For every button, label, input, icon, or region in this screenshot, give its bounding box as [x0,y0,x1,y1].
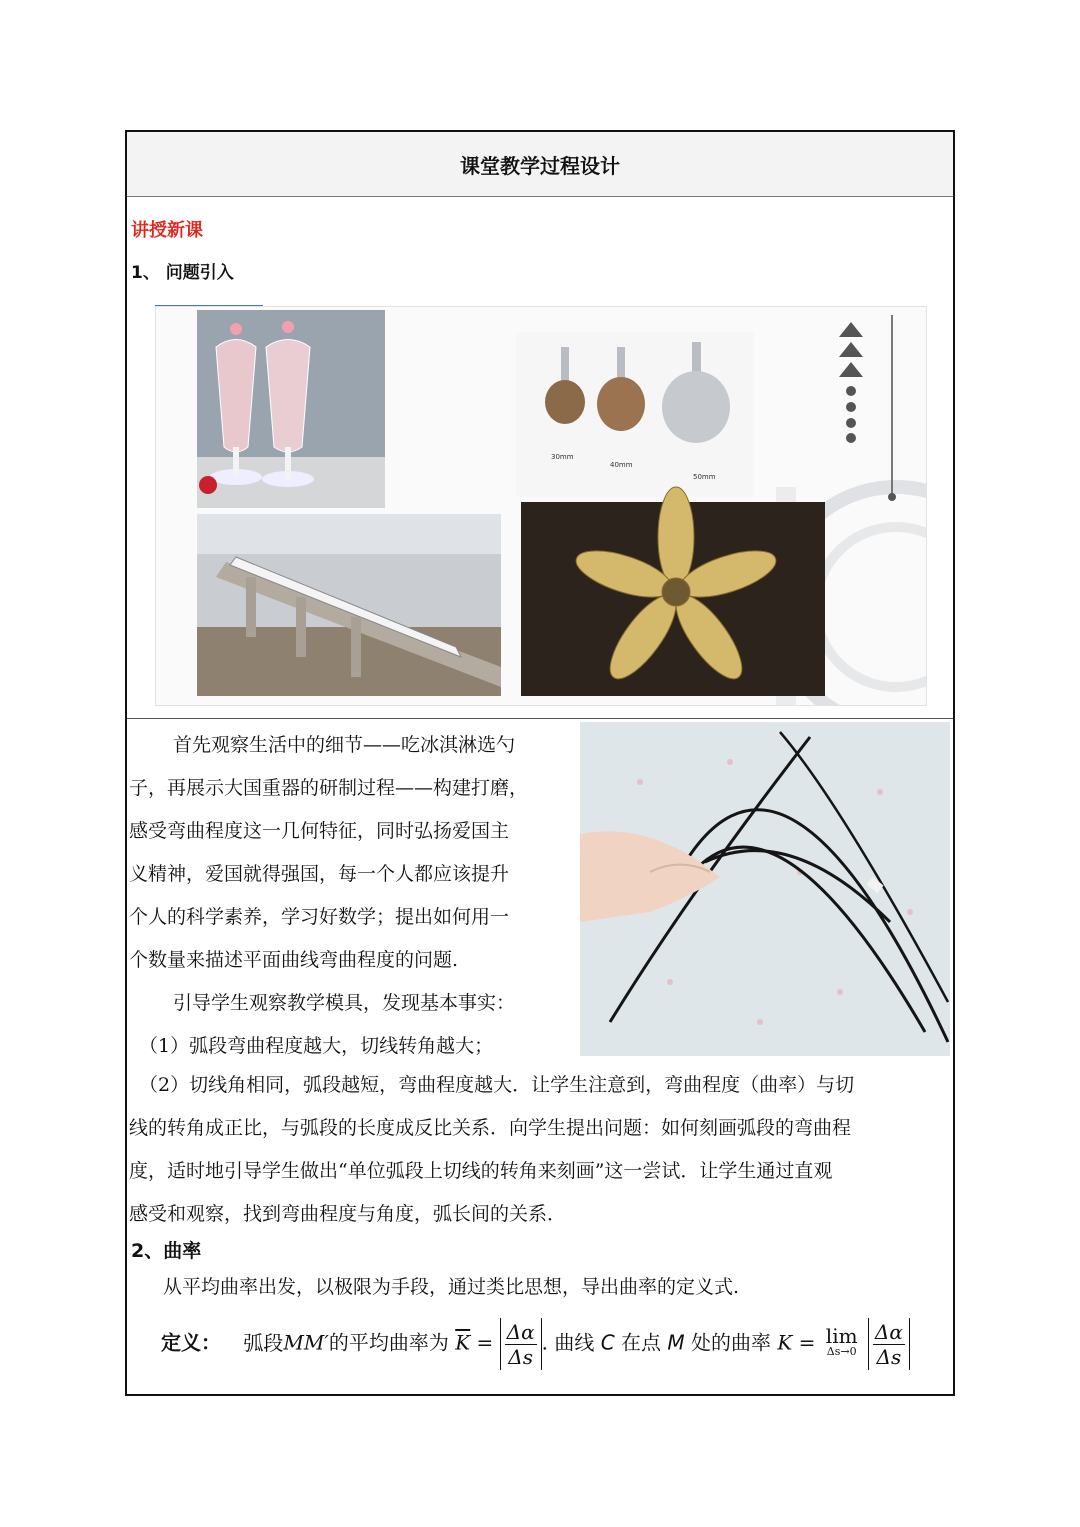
paragraph-line: 感受弯曲程度这一几何特征，同时弘扬爱国主 [129,820,510,842]
paragraph-line: 子，再展示大国重器的研制过程——构建打磨， [129,777,529,799]
average-curvature-symbol: $\overline{K}$ [455,1330,471,1355]
milkshake-photo [197,310,385,508]
equals-sign-2: = [798,1330,816,1355]
fraction-numerator: Δα [506,1319,535,1344]
table-title: 课堂教学过程设计 [460,153,620,178]
average-curvature-fraction [500,1318,542,1370]
equals-sign: = [476,1330,494,1355]
section-label: 讲授新课 [131,220,203,241]
wire-model-photo [580,722,950,1056]
row-divider [127,718,953,719]
curvature-definition [161,1318,921,1378]
fraction-numerator: Δα [874,1319,903,1344]
lesson-table [125,130,955,1396]
part1-heading: 1、 问题引入 [131,263,234,283]
fact-line: （1）弧段弯曲程度越大，切线转角越大； [139,1035,494,1057]
paragraph-line: 引导学生观察教学模具，发现基本事实： [173,992,516,1014]
curvature-symbol: K [777,1330,793,1355]
label-30mm: 30mm [551,453,574,461]
collage-svg [156,307,927,706]
definition-text-c: . 曲线 [541,1330,595,1355]
limit-operator [825,1324,858,1360]
table-header [127,132,953,197]
grinding-heads-photo [516,332,754,497]
curvature-fraction [868,1318,910,1370]
fact-line: 线的转角成正比，与弧段的长度成反比关系．向学生提出问题：如何刻画弧段的弯曲程 [129,1117,852,1139]
point-name: M [667,1330,685,1355]
part2-intro-text: 从平均曲率出发，以极限为手段，通过类比思想，导出曲率的定义式. [163,1276,740,1298]
paragraph-intro [129,724,528,1068]
definition-text-d: 在点 [621,1330,662,1355]
arc-name: MM′ [283,1330,329,1355]
limit-subscript: Δs→0 [826,1345,857,1358]
definition-text-b: 的平均曲率为 [328,1330,449,1355]
fact-line: （2）切线角相同，弧段越短，弯曲程度越大．让学生注意到，弯曲程度（曲率）与切 [139,1074,855,1096]
definition-text-a: 弧段 [243,1330,284,1355]
paragraph-line: 首先观察生活中的细节——吃冰淇淋选勺 [173,734,516,756]
definition-label: 定义： [161,1330,221,1355]
label-50mm: 50mm [693,473,716,481]
paragraph-discovery [129,1064,854,1236]
definition-text-e: 处的曲率 [691,1330,771,1355]
photo-collage [155,306,927,706]
train-photo [197,514,501,696]
curve-name: C [600,1330,615,1355]
fraction-denominator: Δs [876,1344,902,1369]
paragraph-line: 个人的科学素养，学习好数学；提出如何用一 [129,906,510,928]
paragraph-line: 个数量来描述平面曲线弯曲程度的问题. [129,949,459,971]
decor-arrows [839,315,896,501]
part2-heading: 2、曲率 [131,1240,202,1262]
part2-intro [163,1266,739,1309]
label-40mm: 40mm [610,461,633,469]
fact-line: 感受和观察，找到弯曲程度与角度，弧长间的关系． [129,1203,567,1225]
propeller-photo [521,487,825,696]
limit-label: lim [825,1324,858,1348]
paragraph-line: 义精神，爱国就得强国，每一个人都应该提升 [129,863,510,885]
wire-model-svg [580,722,950,1056]
fact-line: 度，适时地引导学生做出“单位弧段上切线的转角来刻画”这一尝试．让学生通过直观 [129,1160,833,1182]
fraction-denominator: Δs [508,1344,533,1369]
